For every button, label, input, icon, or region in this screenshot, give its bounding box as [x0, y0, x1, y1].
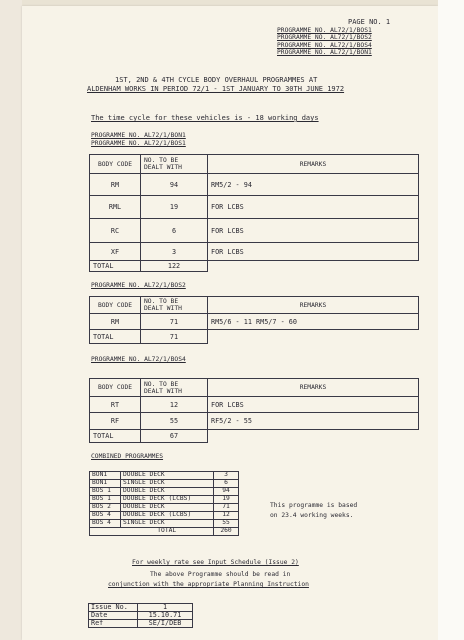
header-body-code: BODY CODE [90, 155, 141, 174]
header-remarks: REMARKS [208, 155, 419, 174]
table-row: BON1 SINGLE DECK 6 [90, 480, 239, 488]
combined-note-line-1: This programme is based [270, 502, 358, 509]
time-cycle-note: The time cycle for these vehicles is - 18 working days [91, 114, 319, 122]
table-row: RM 71 RM5/6 - 11 RM5/7 - 60 [90, 314, 419, 330]
footer-line-2: The above Programme should be read in [150, 571, 291, 578]
programme-code-list [277, 27, 372, 57]
table-header-row: BODY CODE NO. TO BE DEALT WITH REMARKS [90, 379, 419, 397]
page-number: PAGE NO. 1 [348, 18, 391, 26]
section2-title: PROGRAMME NO. AL72/1/BOS2 [91, 282, 186, 289]
footer-line-1: For weekly rate see Input Schedule (Issue 2) [132, 559, 299, 566]
table-row: Issue No. 1 [89, 604, 193, 612]
table-header-row [90, 155, 419, 174]
programme-code: PROGRAMME NO. AL72/1/BOS2 [277, 34, 372, 42]
section1-title: PROGRAMME NO. AL72/1/BON1 [91, 132, 186, 139]
total-row: TOTAL 67 [90, 430, 419, 443]
programme-code: PROGRAMME NO. AL72/1/BON1 [277, 49, 372, 57]
table-row: BON1 DOUBLE DECK 3 [90, 472, 239, 480]
table-header-row: BODY CODE NO. TO BE DEALT WITH REMARKS [90, 297, 419, 314]
background-right [438, 0, 464, 640]
table-row: XF 3 FOR LCBS [90, 243, 419, 261]
total-row: TOTAL 260 [90, 528, 239, 536]
title-line-2: ALDENHAM WORKS IN PERIOD 72/1 - 1ST JANUARY TO 30TH JUNE 1972 [87, 85, 345, 93]
total-row: TOTAL 71 [90, 330, 419, 344]
section3-table [89, 378, 419, 443]
table-row: RM 94 RM5/2 - 94 [90, 174, 419, 196]
combined-title: COMBINED PROGRAMMES [91, 453, 164, 460]
programme-code: PROGRAMME NO. AL72/1/BOS1 [277, 27, 372, 34]
table-row: BOS 4 SINGLE DECK 55 [90, 520, 239, 528]
section3-title: PROGRAMME NO. AL72/1/BOS4 [91, 356, 186, 363]
table-row: BOS 1 DOUBLE DECK 94 [90, 488, 239, 496]
section1-table [89, 154, 419, 272]
title-line-1: 1ST, 2ND & 4TH CYCLE BODY OVERHAUL PROGRAMMES AT [115, 76, 318, 84]
table-row: Date 15.10.71 [89, 612, 193, 620]
table-row: Ref SE/I/DEB [89, 620, 193, 628]
table-row: BOS 2 DOUBLE DECK 71 [90, 504, 239, 512]
combined-table [89, 471, 239, 536]
table-row: BOS 4 DOUBLE DECK (LCBS) 12 [90, 512, 239, 520]
header-number: NO. TO BE DEALT WITH [141, 155, 208, 174]
total-row: TOTAL 122 [90, 261, 419, 272]
table-row: RF 55 RF5/2 - 55 [90, 413, 419, 430]
section2-table [89, 296, 419, 344]
table-row: RC 6 FOR LCBS [90, 219, 419, 243]
issue-box [88, 603, 193, 628]
footer-line-3: conjunction with the appropriate Planning Instruction [108, 581, 309, 588]
combined-note-line-2: on 23.4 working weeks. [270, 512, 354, 519]
table-row: RML 19 FOR LCBS [90, 196, 419, 219]
table-row: RT 12 FOR LCBS [90, 397, 419, 413]
programme-code: PROGRAMME NO. AL72/1/BOS4 [277, 41, 372, 49]
section1-title: PROGRAMME NO. AL72/1/BOS1 [91, 140, 186, 147]
table-row: BOS 1 DOUBLE DECK (LCBS) 19 [90, 496, 239, 504]
background-left [0, 0, 22, 640]
